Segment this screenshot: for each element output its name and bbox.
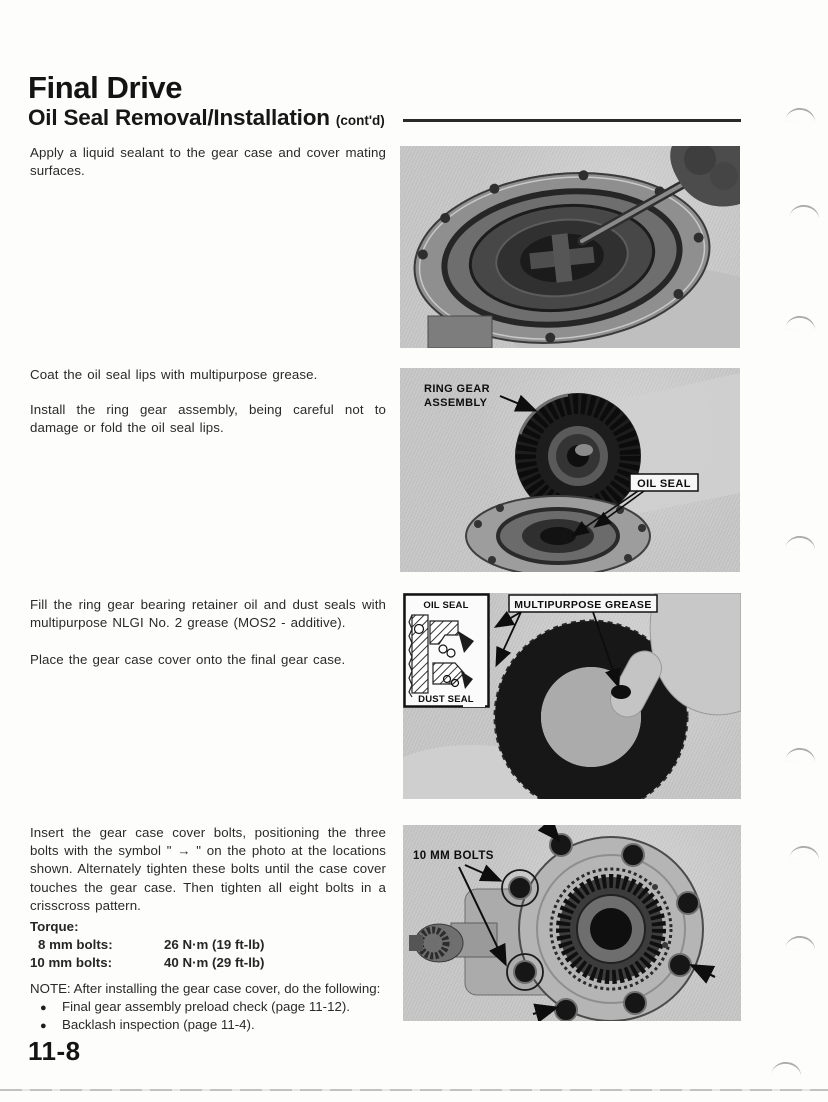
note-block <box>30 980 430 1035</box>
right-bolt-arrow-icon <box>693 966 715 977</box>
fixture <box>428 316 492 348</box>
ring-gear-label-line2: ASSEMBLY <box>424 397 488 409</box>
torque-row-10mm <box>30 954 264 972</box>
bolt-arrow1-icon <box>465 865 499 880</box>
grease-photo-illustration <box>403 593 741 799</box>
note-list <box>30 998 430 1034</box>
page-curl-mark <box>789 844 820 862</box>
ring-gear-label <box>424 383 534 410</box>
gear-case-cover <box>519 837 703 1021</box>
torque-label-10mm: 10 mm bolts: <box>30 955 113 970</box>
step-coat-seal-lips: Coat the oil seal lips with multipurpose grease. <box>30 367 318 382</box>
page-edge-shadow <box>0 1089 828 1091</box>
ring-gear-photo-illustration <box>400 368 740 572</box>
page-curl-mark <box>785 934 816 952</box>
torque-row-8mm <box>30 936 264 954</box>
section-rule <box>403 119 741 122</box>
step-install-ring-gear: Install the ring gear assembly, being careful not to damage or fold the oil seal lips. <box>30 402 386 436</box>
inset-oil-seal-label: OIL SEAL <box>423 600 469 611</box>
photo-grease-application <box>403 593 741 799</box>
page-title: Final Drive <box>28 70 183 105</box>
ten-mm-bolts-text: 10 MM BOLTS <box>413 850 494 862</box>
step-insert-bolts: Insert the gear case cover bolts, positioning the three bolts with the symbol " → " on the photo at the locations shown. Alternately tighten these bolts until the case cover touches the gear case. Then tighten all eight bolts in a crisscross pattern. <box>30 825 386 913</box>
torque-heading: Torque: <box>30 919 79 934</box>
oil-seal-label-text: OIL SEAL <box>637 478 691 490</box>
page-curl-mark <box>785 746 816 764</box>
step-fill-retainer: Fill the ring gear bearing retainer oil and dust seals with multipurpose NLGI No. 2 grease (MOS2 - additive). <box>30 597 386 631</box>
photo-cover-bolts <box>403 825 741 1021</box>
seal-cross-section-inset <box>405 595 489 708</box>
grease-blob <box>611 685 631 699</box>
photo-sealant-application <box>400 146 740 348</box>
top-bolt-arrow-icon <box>546 825 558 839</box>
torque-value-8mm: 26 N·m (19 ft-lb) <box>164 937 265 952</box>
note-heading: NOTE: <box>30 981 71 996</box>
grease-label-text: MULTIPURPOSE GREASE <box>514 599 652 611</box>
note-intro: After installing the gear case cover, do the following: <box>73 981 381 996</box>
section-title-text: Oil Seal Removal/Installation <box>28 105 330 130</box>
ring-gear-label-line1: RING GEAR <box>424 383 490 395</box>
section-title <box>28 105 385 131</box>
torque-label-8mm: 8 mm bolts: <box>38 937 113 952</box>
page-curl-mark <box>789 203 820 221</box>
bolts-photo-illustration <box>403 825 741 1021</box>
page-curl-mark <box>785 534 816 552</box>
torque-spec <box>30 918 264 972</box>
page-curl-mark <box>785 106 816 124</box>
torque-value-10mm: 40 N·m (29 ft-lb) <box>164 955 265 970</box>
ring-gear-arrow-icon <box>500 396 534 410</box>
photo-ring-gear-assembly <box>400 368 740 572</box>
step-apply-sealant: Apply a liquid sealant to the gear case and cover mating surfaces. <box>30 145 386 179</box>
sealant-photo-illustration <box>400 146 740 348</box>
page-curl-mark <box>771 1060 802 1078</box>
inset-dust-seal-label: DUST SEAL <box>418 694 474 705</box>
page-number: 11-8 <box>28 1036 81 1066</box>
section-title-contd: (cont'd) <box>335 113 385 128</box>
bottom-bolt-arrow-icon <box>533 1008 555 1014</box>
note-item-backlash: ● Backlash inspection (page 11-4). <box>30 1016 430 1034</box>
note-intro-line <box>30 980 430 998</box>
step-place-cover: Place the gear case cover onto the final gear case. <box>30 652 346 667</box>
hand <box>670 146 740 207</box>
note-item-preload: ● Final gear assembly preload check (page 11-12). <box>30 998 430 1016</box>
page-curl-mark <box>785 314 816 332</box>
